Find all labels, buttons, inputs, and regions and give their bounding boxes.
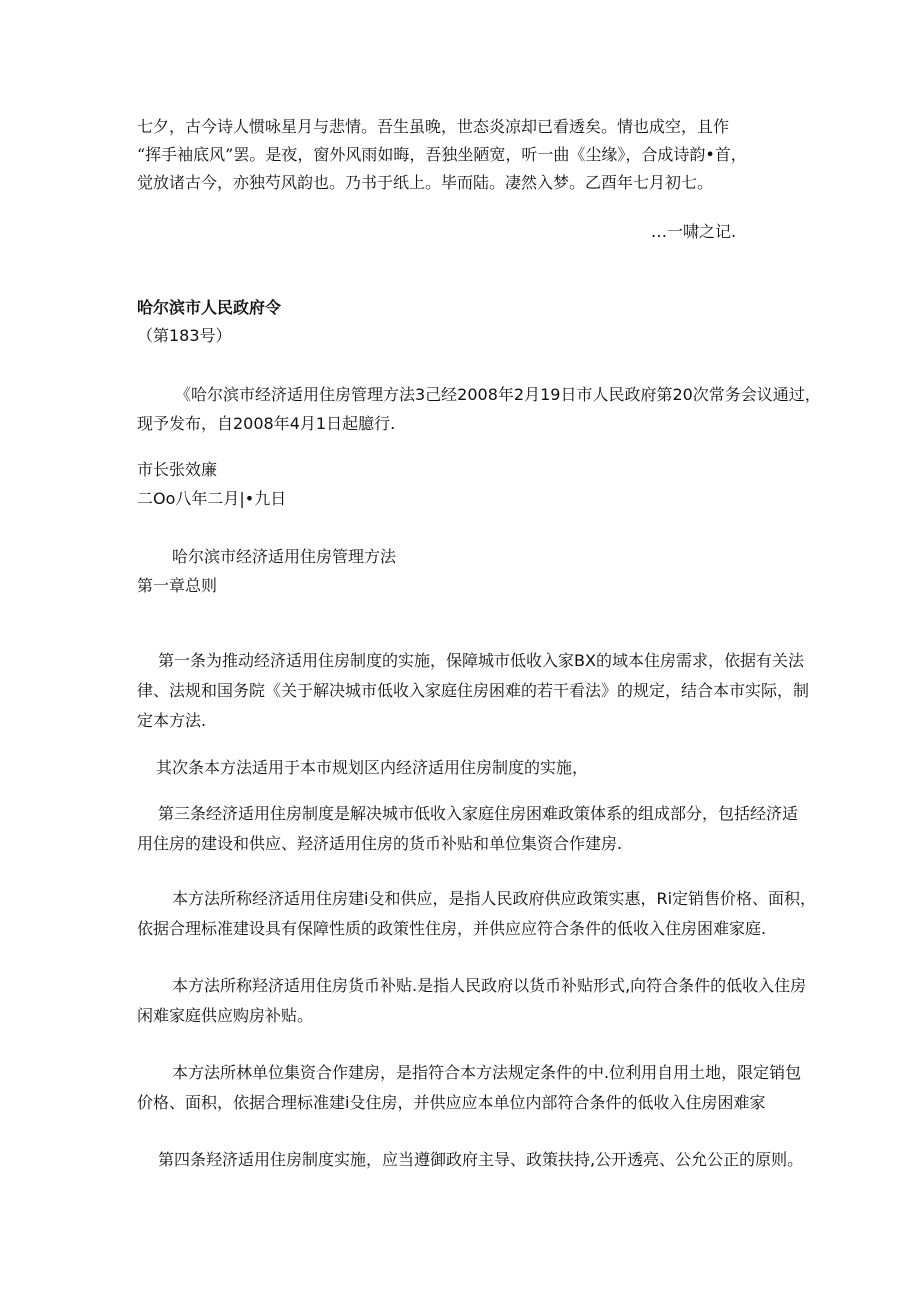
subsidy-paragraph-line-2: 闲难家庭供应购房补贴。 — [137, 1006, 314, 1025]
article-1-line-2: 律、法规和国务院《关于解决城市低收入家庭住房困难的若干看法》的规定，结合本市实际，制 — [137, 681, 810, 700]
decree-date: 二Oo八年二月|•九日 — [137, 489, 287, 508]
article-4: 第四条羟济适用住房制度实施，应当遵御政府主导、政策扶持,公开透亮、公允公正的原则。 — [158, 1150, 804, 1169]
decree-body-line-1: 《哈尔滨市经济适用住房管理方法3己经2008年2月19日市人民政府第20次常务会议通过， — [175, 385, 821, 404]
supply-paragraph-line-2: 依据合理标准建设具有保障性质的政策性住房，并供应应符合条件的低收入住房困难家庭. — [137, 919, 767, 938]
regulation-title: 哈尔滨市经济适用住房管理方法 — [172, 547, 397, 566]
coop-paragraph-line-1: 本方法所林单位集资合作建房，是指符合本方法规定条件的中.位利用自用土地，限定销包 — [172, 1063, 802, 1082]
article-3-line-2: 用住房的建设和供应、羟济适用住房的货币补贴和单位集资合作建房. — [137, 834, 623, 853]
decree-title: 哈尔滨市人民政府令 — [137, 298, 282, 317]
decree-mayor: 市长张效廉 — [137, 460, 218, 479]
preface-signature: …一啸之记. — [651, 222, 737, 241]
article-2: 其次条本方法适用于本市规划区内经济适用住房制度的实施， — [156, 758, 589, 777]
chapter-heading: 第一章总则 — [137, 576, 218, 595]
preface-line-3: 觉放诸古今，亦独芍风韵也。乃书于纸上。毕而陆。凄然入梦。乙酉年七月初七。 — [137, 173, 714, 192]
article-1-line-3: 定本方法. — [137, 711, 207, 730]
decree-number: （第183号） — [137, 326, 232, 345]
supply-paragraph-line-1: 本方法所称经济适用住房建i殳和供应，是指人民政府供应政策实惠，Ri定销售价格、面积， — [172, 889, 817, 908]
preface-line-1: 七夕，古今诗人惯咏星月与悲情。吾生虽晚，世态炎凉却已看透矣。情也成空，且作 — [137, 117, 730, 136]
coop-paragraph-line-2: 价格、面积，依据合理标准建i殳住房，并供应应本单位内部符合条件的低收入住房困难家 — [137, 1093, 766, 1112]
decree-body-line-2: 现予发布，自2008年4月1日起臆行. — [137, 414, 396, 433]
preface-line-2: “挥手袖底风”罢。是夜，窗外风雨如晦，吾独坐陋宽，听一曲《尘缘》，合成诗韵•首， — [137, 145, 747, 164]
subsidy-paragraph-line-1: 本方法所称羟济适用住房货币补贴.是指人民政府以货币补贴形式,向符合条件的低收入住房 — [172, 976, 807, 995]
article-3-line-1: 第三条经济适用住房制度是解决城市低收入家庭住房困难政策体系的组成部分，包括经济适 — [158, 804, 799, 823]
article-1-line-1: 第一条为推动经济适用住房制度的实施，保障城市低收入家BX的域本住房需求，依据有关法 — [158, 651, 804, 670]
